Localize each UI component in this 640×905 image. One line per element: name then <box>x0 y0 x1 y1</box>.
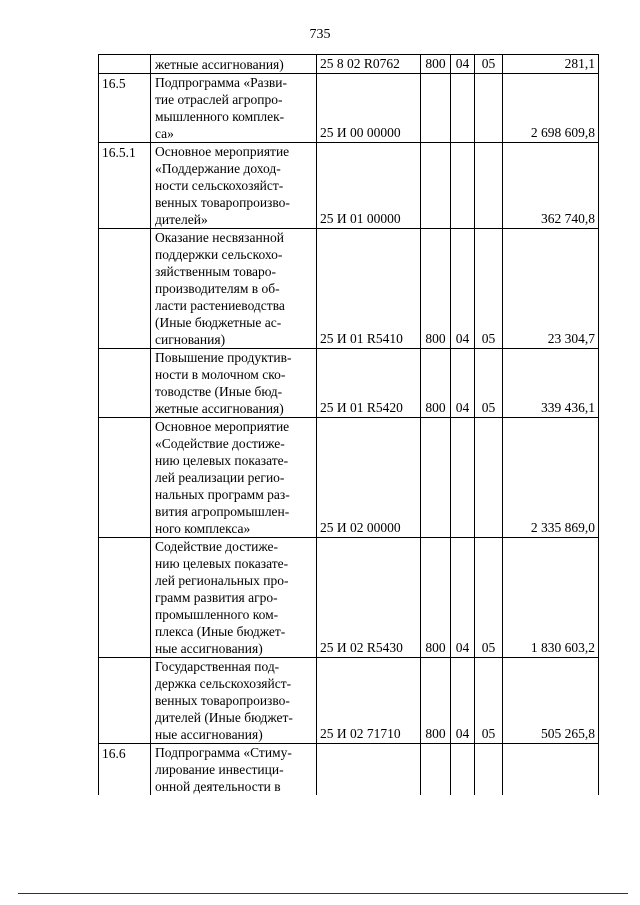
item-name-line: дителей» <box>155 212 208 227</box>
table-row <box>99 418 599 538</box>
section-cell <box>451 74 475 143</box>
item-name-line: ности сельскохозяйст- <box>155 178 284 193</box>
item-name-line: ности в молочном ско- <box>155 367 286 382</box>
item-name-cell <box>151 229 317 349</box>
item-name-line: венных товаропроизво- <box>155 693 290 708</box>
subsection-cell: 05 <box>475 229 503 349</box>
row-number-cell <box>99 538 151 658</box>
table-row <box>99 143 599 229</box>
table-row <box>99 74 599 143</box>
item-name-line: сигнования) <box>155 332 226 347</box>
item-name-line: Подпрограмма «Разви- <box>155 75 288 90</box>
section-cell: 04 <box>451 349 475 418</box>
subsection-cell: 05 <box>475 658 503 744</box>
subsection-cell <box>475 744 503 796</box>
item-name-line: товодстве (Иные бюд- <box>155 384 283 399</box>
item-name-line: тие отраслей агропро- <box>155 92 283 107</box>
table-row <box>99 538 599 658</box>
expense-type-cell: 800 <box>421 658 451 744</box>
item-name-line: ные ассигнования) <box>155 641 263 656</box>
item-name-line: лей реализации регио- <box>155 470 285 485</box>
amount-cell: 2 335 869,0 <box>503 418 599 538</box>
item-name-line: жетные ассигнования) <box>155 401 284 416</box>
row-number-cell <box>99 55 151 74</box>
subsection-cell <box>475 74 503 143</box>
item-name-cell <box>151 74 317 143</box>
item-name-line: Основное мероприятие <box>155 144 290 159</box>
item-name-line: Подпрограмма «Стиму- <box>155 745 292 760</box>
item-name-line: Основное мероприятие <box>155 419 290 434</box>
item-name-line: дителей (Иные бюджет- <box>155 710 293 725</box>
page-bottom-rule <box>18 893 628 894</box>
item-name-cell <box>151 418 317 538</box>
item-name-line: производителям в об- <box>155 281 280 296</box>
item-name-line: вития агропромышлен- <box>155 504 290 519</box>
row-number-cell: 16.6 <box>99 744 151 796</box>
row-number-cell <box>99 349 151 418</box>
target-code-cell: 25 8 02 R0762 <box>317 55 421 74</box>
subsection-cell <box>475 418 503 538</box>
item-name-line: Государственная под- <box>155 659 280 674</box>
item-name-line: «Поддержание доход- <box>155 161 281 176</box>
table-row <box>99 229 599 349</box>
subsection-cell: 05 <box>475 538 503 658</box>
section-cell: 04 <box>451 658 475 744</box>
item-name-line: ного комплекса» <box>155 521 251 536</box>
item-name-line: грамм развития агро- <box>155 590 278 605</box>
expense-type-cell: 800 <box>421 538 451 658</box>
item-name-line: ласти растениеводства <box>155 298 285 313</box>
item-name-line: поддержки сельскохо- <box>155 247 283 262</box>
target-code-cell: 25 И 00 00000 <box>317 74 421 143</box>
item-name-cell <box>151 538 317 658</box>
expense-type-cell: 800 <box>421 55 451 74</box>
expense-type-cell: 800 <box>421 229 451 349</box>
expense-type-cell <box>421 143 451 229</box>
subsection-cell: 05 <box>475 55 503 74</box>
section-cell: 04 <box>451 55 475 74</box>
item-name-line: нию целевых показате- <box>155 453 289 468</box>
table-row <box>99 349 599 418</box>
row-number-cell: 16.5 <box>99 74 151 143</box>
section-cell <box>451 143 475 229</box>
amount-cell: 505 265,8 <box>503 658 599 744</box>
item-name-line: плекса (Иные бюджет- <box>155 624 286 639</box>
item-name-line: Повышение продуктив- <box>155 350 292 365</box>
target-code-cell: 25 И 02 00000 <box>317 418 421 538</box>
amount-cell: 1 830 603,2 <box>503 538 599 658</box>
section-cell <box>451 744 475 796</box>
item-name-line: онной деятельности в <box>155 779 281 794</box>
amount-cell: 281,1 <box>503 55 599 74</box>
target-code-cell <box>317 744 421 796</box>
item-name-line: промышленного ком- <box>155 607 279 622</box>
expense-type-cell <box>421 74 451 143</box>
amount-cell: 2 698 609,8 <box>503 74 599 143</box>
item-name-line: нию целевых показате- <box>155 556 289 571</box>
target-code-cell: 25 И 01 R5420 <box>317 349 421 418</box>
item-name-line: Содействие достиже- <box>155 539 279 554</box>
item-name-line: ные ассигнования) <box>155 727 263 742</box>
item-name-cell <box>151 658 317 744</box>
expense-type-cell: 800 <box>421 349 451 418</box>
amount-cell: 362 740,8 <box>503 143 599 229</box>
expense-type-cell <box>421 744 451 796</box>
item-name-line: держка сельскохозяйст- <box>155 676 292 691</box>
item-name-line: жетные ассигнования) <box>155 57 284 72</box>
section-cell <box>451 418 475 538</box>
amount-cell <box>503 744 599 796</box>
item-name-cell <box>151 744 317 796</box>
table-row <box>99 744 599 796</box>
item-name-line: зяйственным товаро- <box>155 264 277 279</box>
amount-cell: 339 436,1 <box>503 349 599 418</box>
subsection-cell: 05 <box>475 349 503 418</box>
item-name-line: лирование инвестици- <box>155 762 284 777</box>
item-name-line: (Иные бюджетные ас- <box>155 315 282 330</box>
row-number-cell <box>99 418 151 538</box>
item-name-line: мышленного комплек- <box>155 109 285 124</box>
item-name-line: са» <box>155 126 174 141</box>
item-name-line: лей региональных про- <box>155 573 289 588</box>
target-code-cell: 25 И 02 71710 <box>317 658 421 744</box>
budget-table-body <box>99 55 599 796</box>
item-name-line: Оказание несвязанной <box>155 230 284 245</box>
expense-type-cell <box>421 418 451 538</box>
target-code-cell: 25 И 01 R5410 <box>317 229 421 349</box>
row-number-cell <box>99 658 151 744</box>
item-name-line: нальных программ раз- <box>155 487 290 502</box>
row-number-cell <box>99 229 151 349</box>
target-code-cell: 25 И 02 R5430 <box>317 538 421 658</box>
item-name-line: венных товаропроизво- <box>155 195 290 210</box>
page-number: 735 <box>309 27 331 42</box>
item-name-line: «Содействие достиже- <box>155 436 285 451</box>
item-name-cell <box>151 143 317 229</box>
target-code-cell: 25 И 01 00000 <box>317 143 421 229</box>
budget-table <box>98 54 599 795</box>
subsection-cell <box>475 143 503 229</box>
item-name-cell <box>151 349 317 418</box>
section-cell: 04 <box>451 229 475 349</box>
item-name-cell <box>151 55 317 74</box>
table-row <box>99 658 599 744</box>
section-cell: 04 <box>451 538 475 658</box>
amount-cell: 23 304,7 <box>503 229 599 349</box>
row-number-cell: 16.5.1 <box>99 143 151 229</box>
table-row <box>99 55 599 74</box>
